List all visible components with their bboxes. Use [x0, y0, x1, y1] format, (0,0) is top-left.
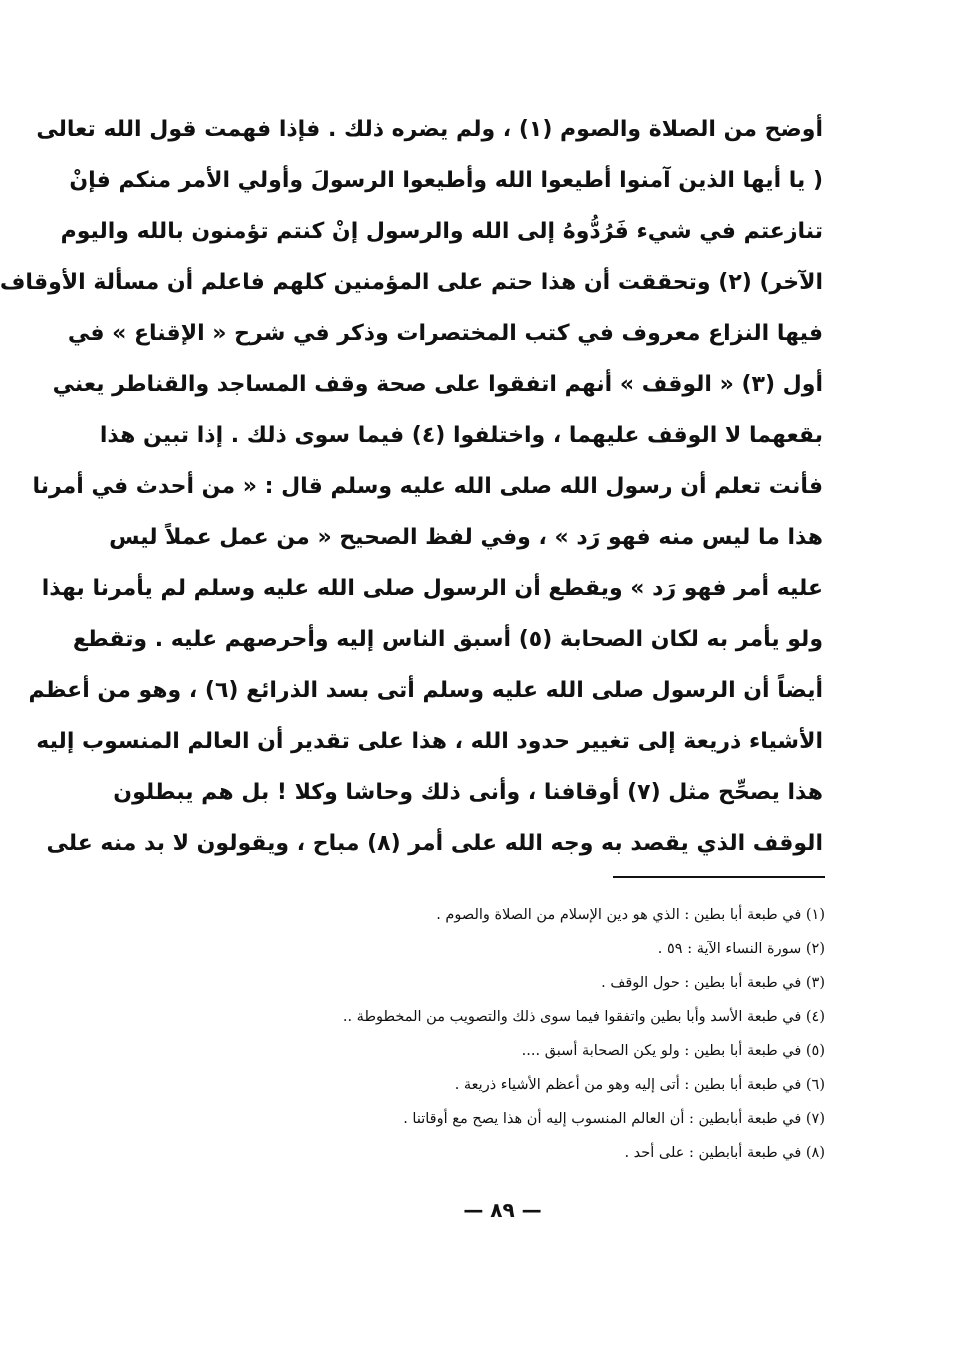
- footnote-item: (٧) في طبعة أبابطين : أن العالم المنسوب إليه أن هذا يصح مع أوقاتنا .: [403, 1111, 825, 1127]
- text-line: أوضح من الصلاة والصوم (١) ، ولم يضره ذلك . فإذا فهمت قول الله تعالى: [36, 117, 823, 142]
- main-text: [0, 104, 823, 869]
- text-line: أول (٣) « الوقف » أنهم اتفقوا على صحة وقف المساجد والقناطر يعني: [52, 372, 823, 397]
- footnote-separator: [613, 876, 825, 878]
- footnote-item: (٥) في طبعة أبا بطين : ولو يكن الصحابة أسبق ....: [521, 1043, 825, 1059]
- footnote-item: (٨) في طبعة أبابطين : على أحد .: [624, 1145, 825, 1161]
- text-line: تنازعتم في شيء فَرُدُّوهُ إلى الله والرسول إنْ كنتم تؤمنون بالله واليوم: [60, 219, 823, 244]
- text-line: بقعهما لا الوقف عليهما ، واختلفوا (٤) فيما سوى ذلك . إذا تبين هذا: [99, 423, 823, 448]
- text-line: أيضاً أن الرسول صلى الله عليه وسلم أتى بسد الذرائع (٦) ، وهو من أعظم: [28, 678, 823, 703]
- footnotes-list: [225, 898, 825, 1170]
- text-line: ( يا أيها الذين آمنوا أطيعوا الله وأطيعوا الرسولَ وأولي الأمر منكم فإنْ: [69, 168, 823, 193]
- page-number: — ٨٩ —: [463, 1198, 542, 1222]
- footnote-item: (٣) في طبعة أبا بطين : حول الوقف .: [601, 975, 825, 991]
- footnote-item: (٦) في طبعة أبا بطين : أتى إليه وهو من أعظم الأشياء ذريعة .: [454, 1077, 825, 1093]
- footnote-item: (٢) سورة النساء الآية : ٥٩ .: [657, 941, 825, 957]
- text-line: عليه أمر فهو رَد » ويقطع أن الرسول صلى الله عليه وسلم لم يأمرنا بهذا: [41, 576, 823, 601]
- text-line: هذا ما ليس منه فهو رَد » ، وفي لفظ الصحيح « من عمل عملاً ليس: [109, 525, 823, 550]
- footnote-item: (٤) في طبعة الأسد وأبا بطين واتفقوا فيما سوى ذلك والتصويب من المخطوطة ..: [342, 1009, 825, 1025]
- text-line: الأشياء ذريعة إلى تغيير حدود الله ، هذا على تقدير أن العالم المنسوب إليه: [36, 729, 823, 754]
- footnote-item: (١) في طبعة أبا بطين : الذي هو دين الإسلام من الصلاة والصوم .: [436, 907, 825, 923]
- text-line: ولو يأمر به لكان الصحابة (٥) أسبق الناس إليه وأحرصهم عليه . وتقطع: [72, 627, 823, 652]
- text-line: هذا يصحِّح مثل (٧) أوقافنا ، وأنى ذلك وحاشا وكلا ! بل هم يبطلون: [113, 780, 823, 805]
- text-line: فأنت تعلم أن رسول الله صلى الله عليه وسلم قال : « من أحدث في أمرنا: [32, 474, 823, 499]
- text-line: الآخر) (٢) وتحققت أن هذا حتم على المؤمنين كلهم فاعلم أن مسألة الأوقاف: [0, 270, 823, 295]
- text-line: الوقف الذي يقصد به وجه الله على أمر (٨) مباح ، ويقولون لا بد منه على: [46, 831, 823, 856]
- text-line: فيها النزاع معروف في كتب المختصرات وذكر في شرح « الإقناع » في: [67, 321, 823, 346]
